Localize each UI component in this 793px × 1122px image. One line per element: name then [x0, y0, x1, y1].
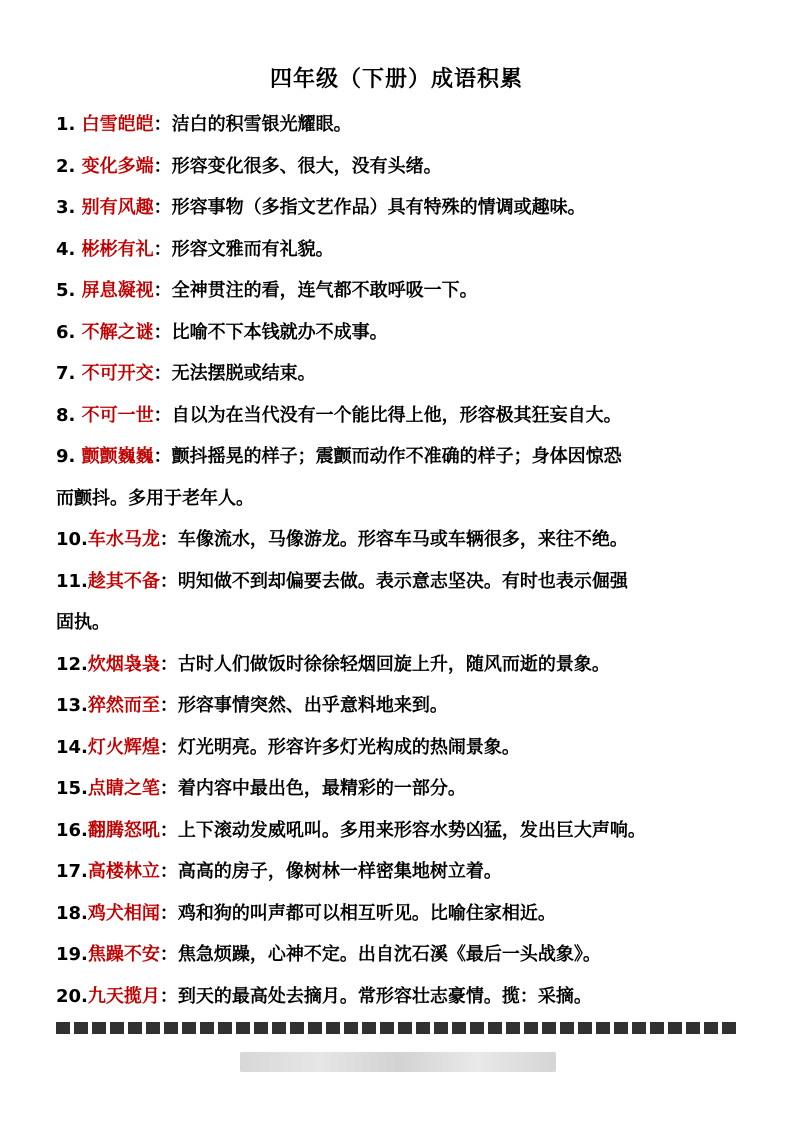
entry-number: 7. [56, 363, 76, 384]
entry-number: 18. [56, 902, 88, 924]
idiom-term: 车水马龙 [87, 529, 160, 550]
definition-continuation: 固执。 [56, 612, 110, 633]
idiom-term: 不可开交 [81, 363, 154, 384]
list-item [56, 685, 736, 727]
entry-number: 12. [56, 653, 88, 675]
idiom-definition: ：形容变化很多、很大，没有头绪。 [153, 155, 442, 177]
entry-number: 19. [56, 944, 88, 965]
idiom-definition: ：无法摆脱或结束。 [153, 363, 316, 384]
idiom-term: 别有风趣 [81, 197, 154, 218]
list-item [56, 768, 736, 810]
idiom-definition: ：自以为在当代没有一个能比得上他，形容极其狂妄自大。 [153, 404, 622, 426]
entry-number: 4. [56, 238, 76, 260]
idiom-definition: ：古时人们做饭时徐徐轻烟回旋上升，随风而逝的景象。 [159, 653, 610, 675]
list-item [56, 104, 736, 146]
list-item [56, 644, 736, 686]
idiom-definition: ：着内容中最出色，最精彩的一部分。 [159, 778, 466, 799]
list-item [56, 976, 736, 1018]
idiom-definition: ：焦急烦躁，心神不定。出自沈石溪《最后一头战象》。 [159, 944, 601, 965]
list-item [56, 395, 736, 437]
idiom-term: 猝然而至 [87, 695, 160, 716]
list-item [56, 934, 736, 976]
idiom-term: 屏息凝视 [81, 280, 154, 301]
idiom-term: 变化多端 [81, 155, 154, 177]
idiom-definition: ：形容文雅而有礼貌。 [153, 238, 334, 260]
entry-number: 6. [56, 321, 76, 343]
idiom-definition: ：洁白的积雪银光耀眼。 [153, 114, 352, 135]
entry-number: 5. [56, 280, 76, 301]
list-item [56, 810, 736, 852]
list-item [56, 436, 736, 478]
idiom-definition: ：比喻不下本钱就办不成事。 [153, 321, 388, 343]
idiom-definition: ：全神贯注的看，连气都不敢呼吸一下。 [153, 280, 478, 301]
list-item [56, 312, 736, 354]
idiom-term: 不解之谜 [81, 321, 154, 343]
list-item [56, 146, 736, 188]
idiom-definition: ：颤抖摇晃的样子；震颤而动作不准确的样子；身体因惊恐 [153, 446, 622, 467]
entry-number: 1. [56, 114, 76, 135]
idiom-term: 彬彬有礼 [81, 238, 154, 260]
list-item [56, 353, 736, 395]
entry-number: 10. [56, 529, 88, 550]
idiom-definition: ：到天的最高处去摘月。常形容壮志豪情。揽：采摘。 [159, 985, 592, 1007]
entry-number: 2. [56, 155, 76, 177]
blurred-watermark [240, 1052, 556, 1072]
entry-number: 14. [56, 736, 88, 758]
list-item [56, 851, 736, 893]
idiom-term: 白雪皑皑 [81, 114, 154, 135]
entry-number: 8. [56, 404, 76, 426]
list-item [56, 187, 736, 229]
idiom-term: 灯火辉煌 [87, 736, 160, 758]
list-item [56, 727, 736, 769]
idiom-definition: ：高高的房子，像树林一样密集地树立着。 [159, 861, 502, 882]
idiom-definition: ：鸡和狗的叫声都可以相互听见。比喻住家相近。 [159, 902, 556, 924]
idiom-definition: ：灯光明亮。形容许多灯光构成的热闹景象。 [159, 736, 520, 758]
list-item [56, 270, 736, 312]
idiom-list [56, 104, 736, 1017]
entry-number: 3. [56, 197, 76, 218]
entry-number: 20. [56, 985, 88, 1007]
entry-number: 9. [56, 446, 76, 467]
idiom-term: 不可一世 [81, 404, 154, 426]
entry-number: 13. [56, 695, 88, 716]
definition-continuation: 而颤抖。多用于老年人。 [56, 487, 254, 509]
idiom-term: 炊烟袅袅 [87, 653, 160, 675]
entry-number: 15. [56, 778, 88, 799]
list-item [56, 893, 736, 935]
idiom-term: 趁其不备 [87, 570, 160, 592]
page-title: 四年级（下册）成语积累 [269, 66, 523, 92]
entry-number: 11. [56, 570, 88, 592]
entry-number: 16. [56, 819, 88, 841]
list-item [56, 229, 736, 271]
idiom-term: 颤颤巍巍 [81, 446, 154, 467]
entry-number: 17. [56, 861, 88, 882]
idiom-term: 翻腾怒吼 [87, 819, 160, 841]
list-item [56, 561, 736, 603]
idiom-term: 高楼林立 [87, 861, 160, 882]
idiom-term: 鸡犬相闻 [87, 902, 160, 924]
list-item [56, 519, 736, 561]
idiom-definition: ：形容事情突然、出乎意料地来到。 [159, 695, 448, 716]
idiom-definition: ：明知做不到却偏要去做。表示意志坚决。有时也表示倔强 [159, 570, 628, 592]
truncated-next-line [56, 1022, 736, 1034]
idiom-definition: ：形容事物（多指文艺作品）具有特殊的情调或趣味。 [153, 197, 586, 218]
idiom-term: 焦躁不安 [87, 944, 160, 965]
idiom-definition: ：车像流水，马像游龙。形容车马或车辆很多，来往不绝。 [159, 529, 628, 550]
idiom-term: 九天揽月 [87, 985, 160, 1007]
idiom-term: 点睛之笔 [87, 778, 160, 799]
idiom-definition: ：上下滚动发威吼叫。多用来形容水势凶猛，发出巨大声响。 [159, 819, 646, 841]
